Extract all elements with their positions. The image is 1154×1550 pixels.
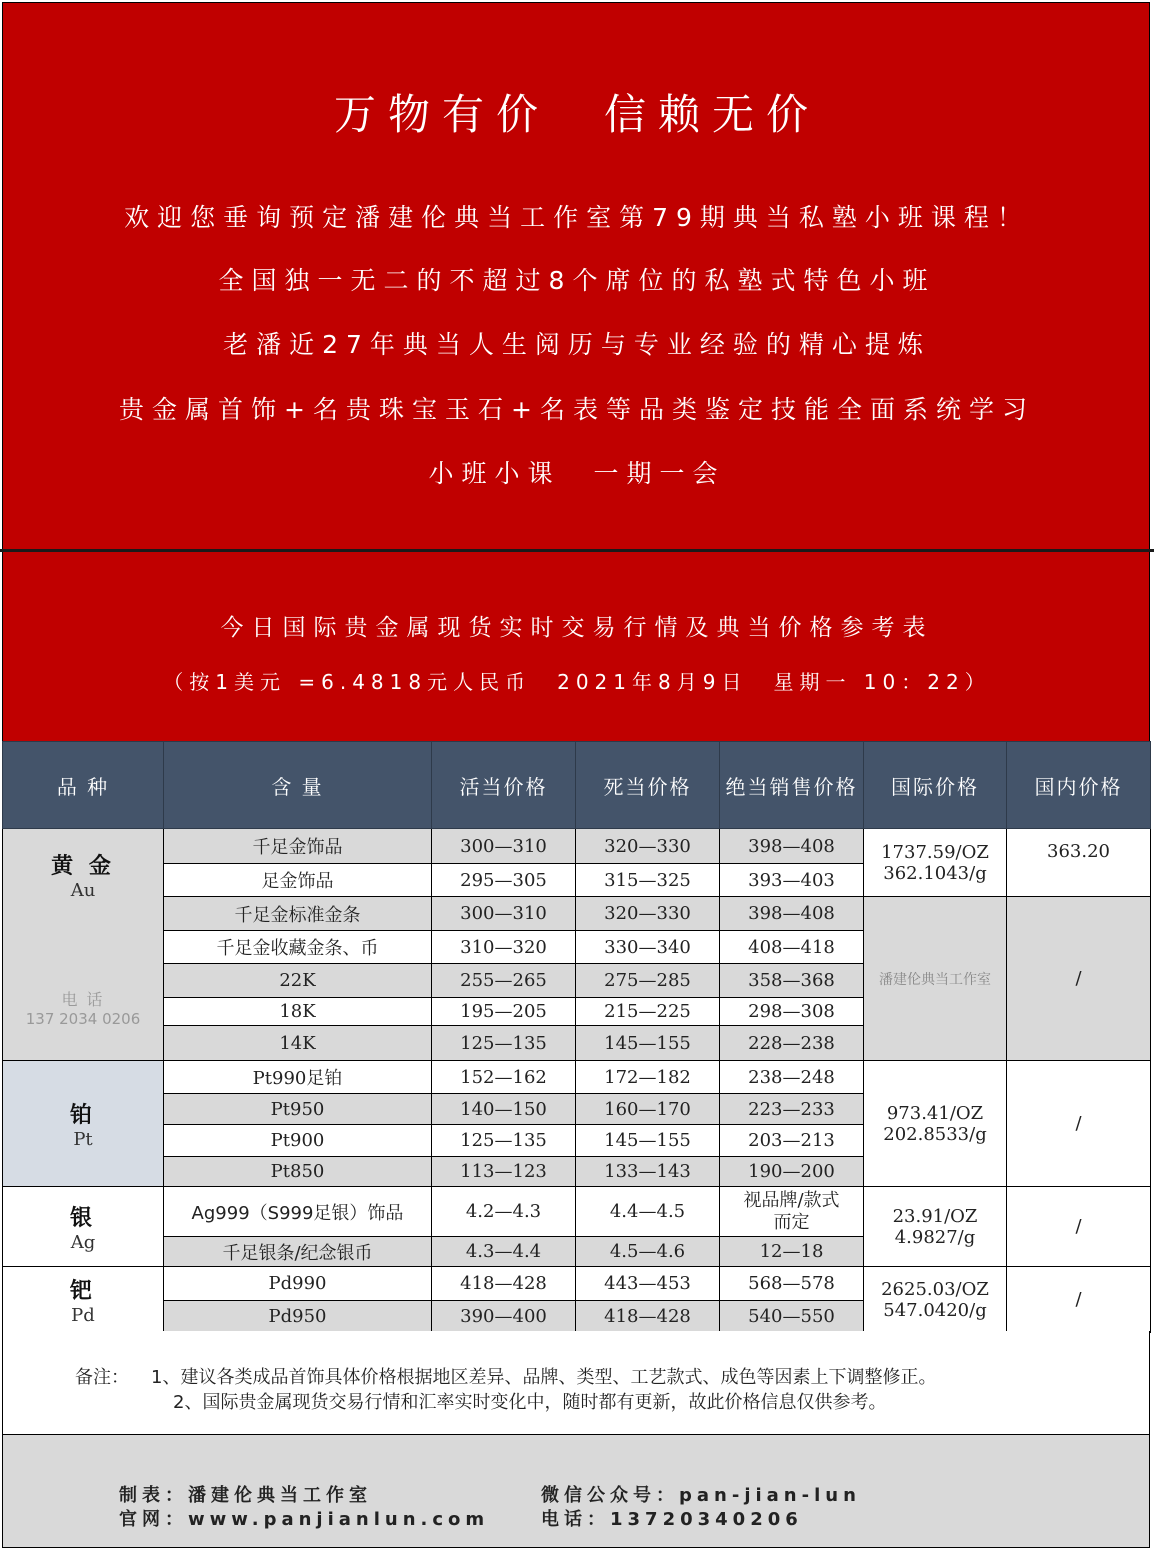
variety-name: 黄 金 [51, 854, 115, 879]
sale-price-cell: 408—418 [720, 931, 864, 964]
intl-price-gram: 547.0420/g [883, 1299, 987, 1321]
dead-price-cell: 215—225 [576, 998, 720, 1026]
note-line-1: 1、建议各类成品首饰具体价格根据地区差异、品牌、类型、工艺款式、成色等因素上下调整修正。 [151, 1367, 937, 1388]
intl-price-oz: 2625.03/OZ [881, 1278, 989, 1300]
price-table [2, 741, 1151, 1333]
content-cell: Pt990足铂 [164, 1061, 432, 1094]
footer-phone: 电话：13720340206 [541, 1509, 803, 1530]
domestic-price-cell-platinum: / [1007, 1061, 1151, 1187]
variety-cell-platinum [3, 1061, 164, 1187]
content-cell: 18K [164, 998, 432, 1026]
live-price-cell: 125—135 [432, 1026, 576, 1061]
intl-price-oz: 973.41/OZ [886, 1102, 984, 1124]
header-live-pawn-price: 活当价格 [432, 742, 576, 829]
promo-line-2: 全国独一无二的不超过8个席位的私塾式特色小班 [218, 266, 936, 295]
dead-price-cell: 145—155 [576, 1026, 720, 1061]
dead-price-cell: 133—143 [576, 1157, 720, 1187]
content-cell: Pt900 [164, 1125, 432, 1157]
table-row [3, 1267, 1151, 1301]
variety-code: Pd [71, 1304, 95, 1326]
intl-price-gram: 362.1043/g [883, 862, 987, 884]
live-price-cell: 300—310 [432, 897, 576, 931]
live-price-cell: 255—265 [432, 964, 576, 998]
exchange-rate-note: （按1美元 =6.4818元人民币 2021年8月9日 星期一 10：22） [163, 670, 991, 694]
live-price-cell: 4.2—4.3 [432, 1187, 576, 1237]
variety-cell-gold [3, 829, 164, 1061]
promo-line-4: 贵金属首饰+名贵珠宝玉石+名表等品类鉴定技能全面系统学习 [119, 395, 1035, 424]
table-header-row [3, 742, 1151, 829]
notes-section [2, 1331, 1150, 1434]
phone-label: 电 话 [61, 990, 105, 1009]
dead-price-cell: 315—325 [576, 864, 720, 897]
promo-line-3: 老潘近27年典当人生阅历与专业经验的精心提炼 [223, 330, 931, 359]
sale-price-cell: 298—308 [720, 998, 864, 1026]
content-cell: Pt850 [164, 1157, 432, 1187]
table-title-banner [2, 552, 1150, 741]
table-row [3, 829, 1151, 864]
domestic-price-cell-silver: / [1007, 1187, 1151, 1267]
sale-price-cell: 223—233 [720, 1094, 864, 1125]
intl-price-cell-gold [864, 829, 1007, 897]
watermark-text: 潘建伦典当工作室 [879, 972, 991, 988]
footer-website: 官网：www.panjianlun.com [119, 1509, 490, 1530]
sale-price-cell: 190—200 [720, 1157, 864, 1187]
sale-price-cell [720, 1187, 864, 1237]
domestic-price-cell-gold: 363.20 [1007, 829, 1151, 897]
content-cell: 千足银条/纪念银币 [164, 1237, 432, 1267]
dead-price-cell: 320—330 [576, 829, 720, 864]
intl-price-cell-palladium [864, 1267, 1007, 1333]
variety-cell-silver [3, 1187, 164, 1267]
sale-price-cell: 540—550 [720, 1301, 864, 1333]
sale-price-cell: 398—408 [720, 829, 864, 864]
sale-price-cell: 238—248 [720, 1061, 864, 1094]
live-price-cell: 152—162 [432, 1061, 576, 1094]
sale-price-line-1: 视品牌/款式 [743, 1189, 840, 1211]
header-content: 含 量 [164, 742, 432, 829]
live-price-cell: 125—135 [432, 1125, 576, 1157]
dead-price-cell: 145—155 [576, 1125, 720, 1157]
content-cell: Pd950 [164, 1301, 432, 1333]
sale-price-cell: 568—578 [720, 1267, 864, 1301]
variety-code: Pt [73, 1128, 93, 1150]
intl-price-oz: 1737.59/OZ [881, 841, 989, 863]
content-cell: Pt950 [164, 1094, 432, 1125]
header-domestic-price: 国内价格 [1007, 742, 1151, 829]
dead-price-cell: 160—170 [576, 1094, 720, 1125]
footer-maker: 制表：潘建伦典当工作室 [119, 1485, 372, 1506]
content-cell: 千足金收藏金条、币 [164, 931, 432, 964]
content-cell: 足金饰品 [164, 864, 432, 897]
table-row [3, 1187, 1151, 1237]
sale-price-cell: 12—18 [720, 1237, 864, 1267]
sale-price-cell: 398—408 [720, 897, 864, 931]
variety-name: 钯 [69, 1278, 96, 1304]
header-forfeit-sale-price: 绝当销售价格 [720, 742, 864, 829]
variety-name: 铂 [69, 1102, 96, 1128]
variety-name: 银 [69, 1205, 96, 1231]
sale-price-cell: 358—368 [720, 964, 864, 998]
sale-price-cell: 228—238 [720, 1026, 864, 1061]
header-variety: 品 种 [3, 742, 164, 829]
table-row [3, 897, 1151, 931]
live-price-cell: 310—320 [432, 931, 576, 964]
header-intl-price: 国际价格 [864, 742, 1007, 829]
domestic-price-cell-gold-other: / [1007, 897, 1151, 1061]
intl-price-gram: 4.9827/g [894, 1226, 976, 1248]
variety-code: Ag [70, 1231, 96, 1253]
variety-cell-palladium [3, 1267, 164, 1333]
content-cell: 千足金标准金条 [164, 897, 432, 931]
content-cell: 22K [164, 964, 432, 998]
content-cell: 千足金饰品 [164, 829, 432, 864]
table-row [3, 1061, 1151, 1094]
phone-number: 137 2034 0206 [25, 1010, 141, 1028]
domestic-price-cell-palladium: / [1007, 1267, 1151, 1333]
live-price-cell: 140—150 [432, 1094, 576, 1125]
content-cell: 14K [164, 1026, 432, 1061]
footer [2, 1434, 1150, 1548]
dead-price-cell: 4.4—4.5 [576, 1187, 720, 1237]
live-price-cell: 390—400 [432, 1301, 576, 1333]
intl-price-oz: 23.91/OZ [892, 1205, 978, 1227]
intl-price-gram: 202.8533/g [883, 1123, 987, 1145]
dead-price-cell: 330—340 [576, 931, 720, 964]
header-dead-pawn-price: 死当价格 [576, 742, 720, 829]
content-cell: Pd990 [164, 1267, 432, 1301]
dead-price-cell: 418—428 [576, 1301, 720, 1333]
dead-price-cell: 275—285 [576, 964, 720, 998]
sale-price-cell: 203—213 [720, 1125, 864, 1157]
sale-price-line-2: 而定 [773, 1211, 810, 1233]
intl-price-cell-platinum [864, 1061, 1007, 1187]
dead-price-cell: 4.5—4.6 [576, 1237, 720, 1267]
dead-price-cell: 172—182 [576, 1061, 720, 1094]
intl-price-cell-silver [864, 1187, 1007, 1267]
content-cell: Ag999（S999足银）饰品 [164, 1187, 432, 1237]
variety-code: Au [70, 880, 96, 901]
live-price-cell: 195—205 [432, 998, 576, 1026]
note-line-2: 2、国际贵金属现货交易行情和汇率实时变化中，随时都有更新，故此价格信息仅供参考。 [173, 1392, 887, 1413]
notes-label: 备注： [75, 1367, 129, 1388]
live-price-cell: 113—123 [432, 1157, 576, 1187]
table-title: 今日国际贵金属现货实时交易行情及典当价格参考表 [220, 615, 934, 641]
dead-price-cell: 320—330 [576, 897, 720, 931]
dead-price-cell: 443—453 [576, 1267, 720, 1301]
live-price-cell: 4.3—4.4 [432, 1237, 576, 1267]
live-price-cell: 418—428 [432, 1267, 576, 1301]
sale-price-cell: 393—403 [720, 864, 864, 897]
footer-wechat: 微信公众号：pan-jian-lun [541, 1485, 861, 1506]
promo-line-5: 小班小课 一期一会 [428, 459, 726, 488]
promo-line-1: 欢迎您垂询预定潘建伦典当工作室第79期典当私塾小班课程！ [124, 203, 1030, 232]
intl-price-cell-gold-other [864, 897, 1007, 1061]
live-price-cell: 300—310 [432, 829, 576, 864]
slogan: 万物有价 信赖无价 [333, 90, 820, 139]
live-price-cell: 295—305 [432, 864, 576, 897]
